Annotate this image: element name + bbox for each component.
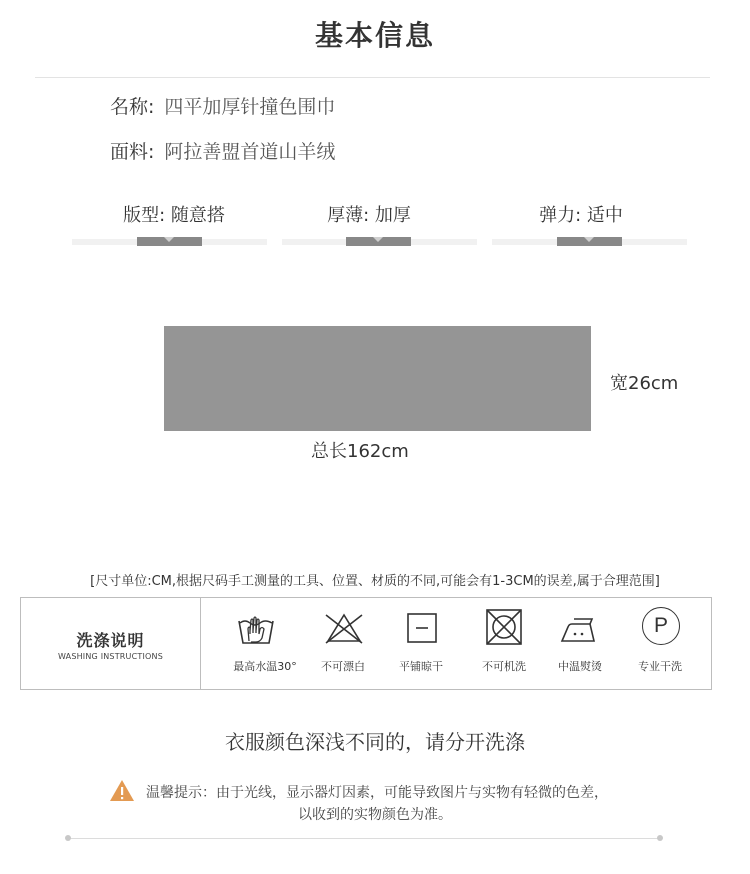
dry-flat-icon [402, 609, 442, 649]
no-bleach-icon [324, 609, 364, 649]
material-label: 面料: [110, 141, 155, 163]
page-title: 基本信息 [314, 19, 435, 52]
attr-elasticity-label: 弹力: 适中 [539, 205, 623, 226]
washing-subtitle: WASHING INSTRUCTIONS [57, 652, 164, 661]
bottom-divider [68, 838, 660, 839]
bottom-divider-dot-right [657, 835, 663, 841]
scarf-diagram [164, 326, 591, 431]
care-label-dry-flat: 平铺晾干 [399, 660, 443, 673]
care-label-no-bleach: 不可漂白 [321, 660, 365, 673]
attr-thickness-marker [373, 237, 383, 242]
care-label-no-machine-wash: 不可机洗 [482, 660, 526, 673]
size-note: [尺寸单位:CM,根据尺码手工测量的工具、位置、材质的不同,可能会有1-3CM的误差,属于合理范围] [90, 574, 660, 589]
warning-icon [109, 779, 135, 802]
iron-medium-icon [560, 609, 600, 649]
bottom-divider-dot-left [65, 835, 71, 841]
color-separate-note: 衣服颜色深浅不同的，请分开洗涤 [225, 730, 525, 754]
care-label-dry-clean: 专业干洗 [638, 660, 682, 673]
no-machine-wash-icon [484, 607, 524, 647]
warning-line-1: 温馨提示：由于光线，显示器灯因素，可能导致图片与实物有轻微的色差， [146, 785, 608, 801]
width-label: 宽26cm [610, 373, 679, 394]
title-divider [35, 77, 710, 78]
washing-title: 洗涤说明 [76, 631, 145, 650]
warning-line-2: 以收到的实物颜色为准。 [298, 807, 452, 823]
material-value: 阿拉善盟首道山羊绒 [164, 141, 336, 163]
info-material-row [110, 137, 335, 164]
attr-fit-label: 版型: 随意搭 [123, 205, 225, 226]
length-label: 总长162cm [311, 441, 409, 462]
attr-fit-marker [164, 237, 174, 242]
hand-wash-30-icon [236, 609, 276, 649]
info-name-row [110, 92, 335, 119]
name-label: 名称: [110, 96, 155, 118]
attr-thickness-label: 厚薄: 加厚 [327, 205, 411, 226]
name-value: 四平加厚针撞色围巾 [164, 96, 336, 118]
care-label-iron: 中温熨烫 [558, 660, 602, 673]
care-label-hand-wash: 最高水温30° [233, 660, 297, 673]
attr-elasticity-marker [584, 237, 594, 242]
professional-dry-clean-icon: P [642, 607, 680, 645]
